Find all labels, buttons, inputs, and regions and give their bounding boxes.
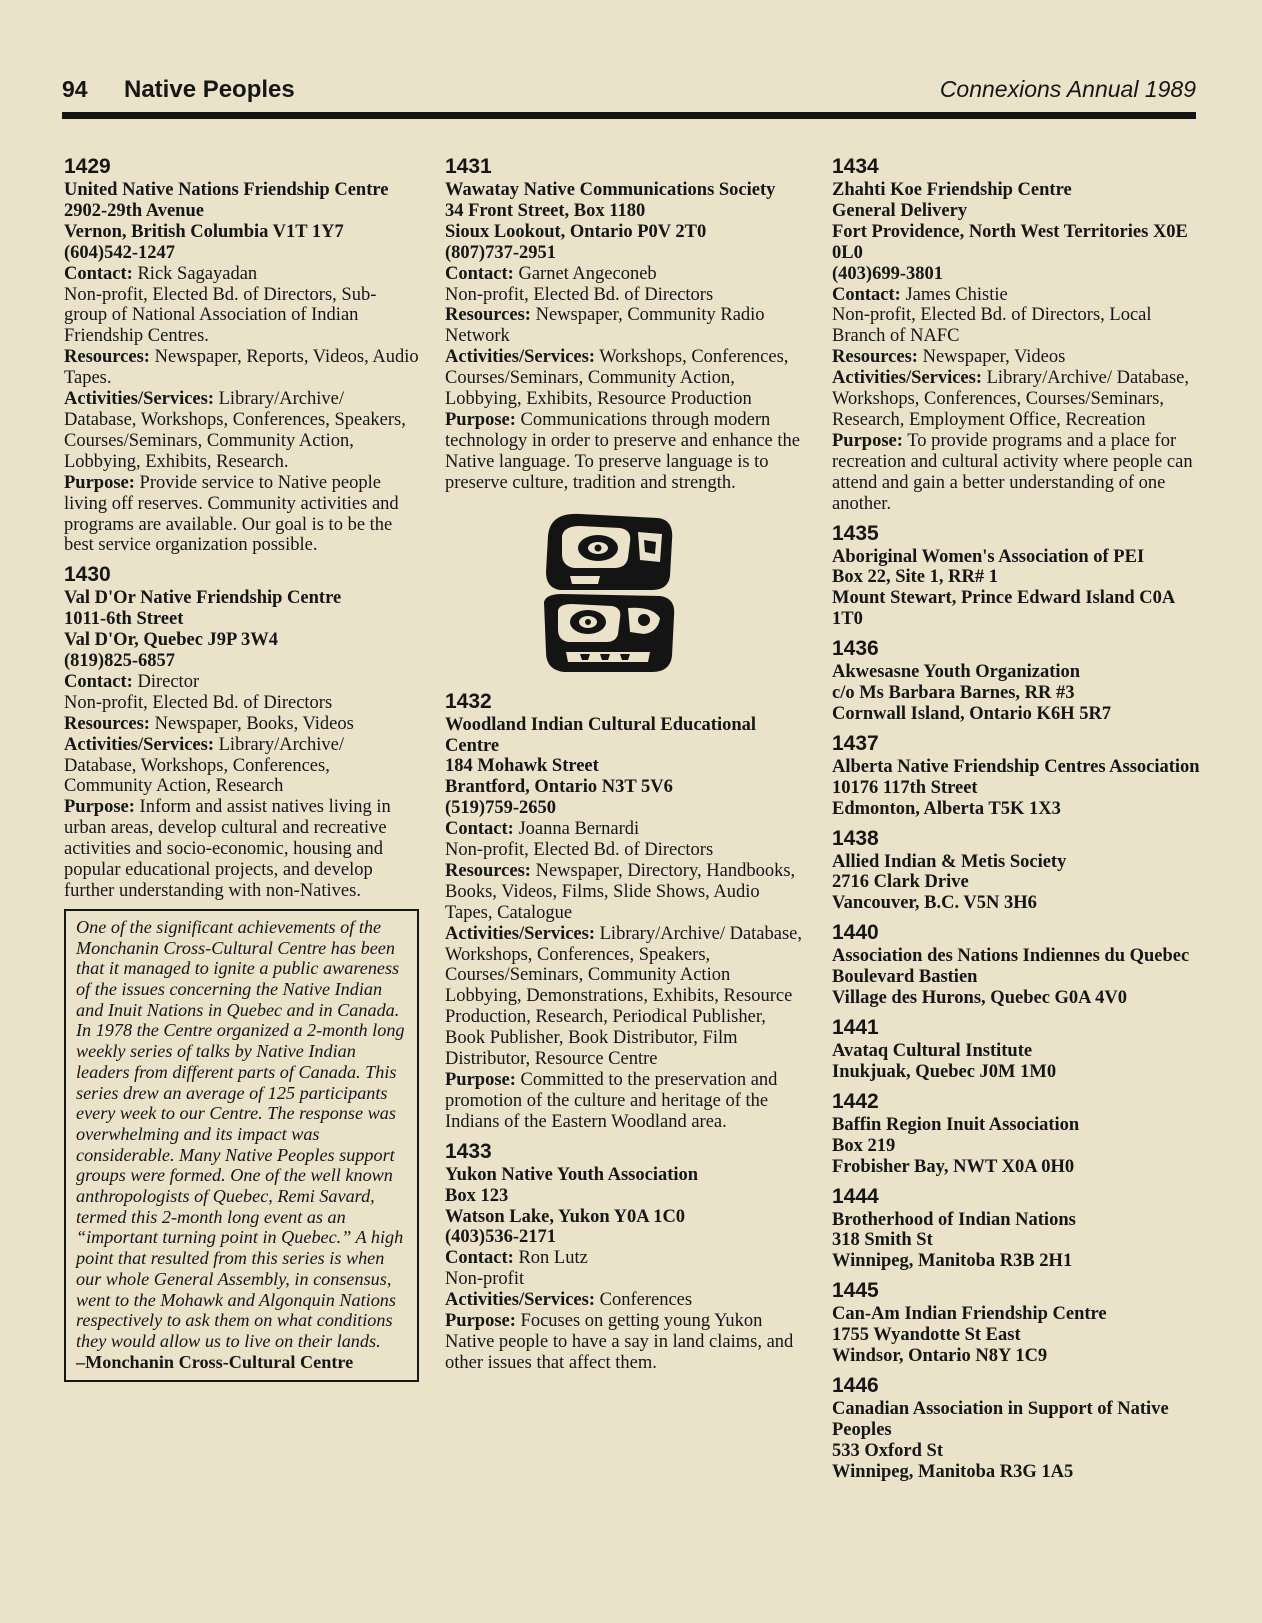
entry-number: 1435: [832, 521, 879, 545]
address-line: Vancouver, B.C. V5N 3H6: [832, 893, 1037, 914]
resources-label: Resources:: [64, 713, 150, 734]
organization-name: Zhahti Koe Friendship Centre: [832, 180, 1072, 200]
contact-value: Rick Sagayadan: [137, 263, 258, 284]
status-field: [445, 840, 807, 861]
address-line: (807)737-2951: [445, 242, 556, 263]
activities-label: Activities/Services:: [445, 1290, 595, 1311]
activities-label: Activities/Services:: [832, 368, 982, 389]
purpose-label: Purpose:: [445, 1311, 516, 1332]
organization-name: Avataq Cultural Institute: [832, 1041, 1033, 1061]
purpose-value: To provide programs and a place for recreation and cultural activity where people can attend and gain a better understanding of one another.: [832, 430, 1193, 514]
organization-name: United Native Nations Friendship Centre: [64, 180, 389, 200]
entry-number: 1442: [832, 1089, 879, 1113]
contact-value: Ron Lutz: [518, 1248, 588, 1269]
formline-art-emblem: [540, 506, 680, 676]
status-field: [445, 1269, 807, 1290]
resources-field: [445, 305, 807, 347]
status-value: Non-profit, Elected Bd. of Directors, Sub-group of National Association of Indian Friendship Centres.: [64, 284, 377, 347]
purpose-value: Communications through modern technology in order to preserve and enhance the Native language. To preserve language is to preserve culture, tradition and strength.: [445, 409, 800, 493]
address-line: 1011-6th Street: [64, 609, 184, 630]
quote-sidebar: [64, 909, 419, 1382]
resources-value: Newspaper, Books, Videos: [154, 713, 354, 734]
entry-number: 1433: [445, 1139, 492, 1163]
activities-field: [832, 368, 1202, 431]
address-line: Box 22, Site 1, RR# 1: [832, 567, 998, 588]
address-line: Boulevard Bastien: [832, 967, 978, 988]
purpose-field: [832, 431, 1202, 515]
resources-label: Resources:: [445, 860, 531, 881]
organization-name: Allied Indian & Metis Society: [832, 851, 1067, 872]
address-line: Inukjuak, Quebec J0M 1M0: [832, 1061, 1057, 1082]
status-value: Non-profit, Elected Bd. of Directors: [445, 840, 714, 861]
organization-name: Canadian Association in Support of Native Peoples: [832, 1398, 1169, 1440]
section-title: Native Peoples: [124, 76, 295, 103]
status-field: [445, 285, 807, 306]
address-line: 1755 Wyandotte St East: [832, 1325, 1021, 1346]
entry-number: 1434: [832, 155, 879, 178]
contact-label: Contact:: [64, 263, 133, 284]
resources-label: Resources:: [445, 305, 531, 326]
contact-value: Director: [137, 671, 200, 692]
purpose-field: [64, 797, 419, 902]
address-line: Vernon, British Columbia V1T 1Y7: [64, 221, 344, 242]
resources-label: Resources:: [64, 347, 150, 368]
entry-number: 1444: [832, 1184, 879, 1208]
directory-entry: [832, 1374, 1202, 1483]
purpose-value: Inform and assist natives living in urban areas, develop cultural and recreative activities and socio-economic, housing and popular educational projects, and develop further understanding with non-Natives.: [64, 797, 391, 901]
address-line: c/o Ms Barbara Barnes, RR #3: [832, 683, 1075, 704]
address-line: (403)536-2171: [445, 1227, 556, 1248]
status-value: Non-profit: [445, 1269, 525, 1290]
activities-value: Library/Archive/ Database, Workshops, Conferences, Courses/Seminars, Research, Employment Office, Recreation: [832, 368, 1190, 430]
address-line: Winnipeg, Manitoba R3B 2H1: [832, 1251, 1073, 1272]
activities-label: Activities/Services:: [64, 389, 214, 410]
contact-field: [445, 264, 807, 285]
contact-value: Joanna Bernardi: [518, 819, 640, 840]
contact-label: Contact:: [445, 819, 514, 840]
address-line: Fort Providence, North West Territories X0E 0L0: [832, 221, 1188, 263]
publication-title: Connexions Annual 1989: [939, 76, 1196, 102]
address-line: Mount Stewart, Prince Edward Island C0A 1T0: [832, 588, 1175, 630]
purpose-label: Purpose:: [832, 430, 903, 451]
purpose-field: [64, 473, 419, 557]
column-2: [445, 155, 807, 1381]
column-3: [832, 155, 1202, 1490]
entry-number: 1446: [832, 1373, 879, 1397]
purpose-value: Provide service to Native people living off reserves. Community activities and programs are available. Our goal is to be the best service organization possible.: [64, 472, 399, 556]
directory-entry: [832, 1090, 1202, 1178]
directory-entry: [445, 690, 807, 1133]
contact-label: Contact:: [445, 1248, 514, 1269]
contact-field: [445, 819, 807, 840]
organization-name: Val D'Or Native Friendship Centre: [64, 588, 342, 609]
organization-name: Brotherhood of Indian Nations: [832, 1209, 1076, 1230]
address-line: Box 123: [445, 1185, 509, 1206]
directory-entry: [445, 155, 807, 494]
purpose-field: [445, 1311, 807, 1374]
resources-value: Newspaper, Community Radio Network: [445, 305, 765, 347]
address-line: 533 Oxford St: [832, 1440, 943, 1461]
status-field: [64, 693, 419, 714]
entry-number: 1437: [832, 731, 879, 755]
organization-name: Alberta Native Friendship Centres Association: [832, 756, 1200, 777]
resources-field: [832, 347, 1202, 368]
sidebar-quote-text: One of the significant achievements of the Monchanin Cross-Cultural Centre has been that it managed to ignite a public awareness of the issues concerning the Native Indian and Inuit Nations in Quebec and in Canada. In 1978 the Centre organized a 2-month long weekly series of talks by Native Indian leaders from different parts of Canada. This series drew an average of 125 participants every week to our Centre. The response was overwhelming and its impact was considerable. Many Native Peoples support groups were formed. One of the well known anthropologists of Quebec, Remi Savard, termed this 2-month long event as an “important turning point in Quebec.” A high point that resulted from this series is when our whole General Assembly, in consensus, went to the Mohawk and Algonquin Nations respectively to ask them on what conditions they would allow us to live on their lands.: [76, 916, 405, 1351]
directory-entry: [64, 155, 419, 556]
activities-field: [445, 1290, 807, 1311]
column-1: [64, 155, 419, 1382]
organization-name: Yukon Native Youth Association: [445, 1164, 699, 1185]
activities-value: Library/Archive/ Database, Workshops, Conferences, Community Action, Research: [64, 734, 344, 797]
address-line: Cornwall Island, Ontario K6H 5R7: [832, 703, 1112, 724]
sidebar-source: –Monchanin Cross-Cultural Centre: [76, 1351, 354, 1372]
contact-label: Contact:: [445, 263, 514, 284]
directory-entry: [832, 827, 1202, 915]
organization-name: Akwesasne Youth Organization: [832, 662, 1081, 683]
activities-label: Activities/Services:: [445, 347, 595, 368]
organization-name: Woodland Indian Cultural Educational Centre: [445, 714, 757, 756]
address-line: (403)699-3801: [832, 263, 943, 284]
address-line: Sioux Lookout, Ontario P0V 2T0: [445, 221, 707, 242]
contact-field: [832, 285, 1202, 306]
page-header: [62, 76, 1196, 106]
address-line: General Delivery: [832, 200, 968, 221]
directory-entry: [832, 1185, 1202, 1273]
entry-number: 1441: [832, 1016, 879, 1039]
address-line: 318 Smith St: [832, 1230, 933, 1251]
activities-value: Workshops, Conferences, Courses/Seminars, Community Action, Lobbying, Exhibits, Resource Production: [445, 347, 789, 410]
purpose-field: [445, 1070, 807, 1133]
directory-entry: [832, 522, 1202, 631]
address-line: 2902-29th Avenue: [64, 200, 204, 221]
directory-entry: [832, 1279, 1202, 1367]
resources-field: [64, 714, 419, 735]
status-value: Non-profit, Elected Bd. of Directors: [445, 284, 714, 305]
address-line: 34 Front Street, Box 1180: [445, 200, 646, 221]
address-line: 10176 117th Street: [832, 777, 978, 798]
organization-name: Association des Nations Indiennes du Quebec: [832, 946, 1190, 967]
address-line: Box 219: [832, 1135, 896, 1156]
activities-value: Library/Archive/ Database, Workshops, Conferences, Speakers, Courses/Seminars, Community Action, Lobbying, Exhibits, Research.: [64, 389, 406, 472]
activities-field: [445, 924, 807, 1070]
contact-field: [445, 1248, 807, 1269]
address-line: Val D'Or, Quebec J9P 3W4: [64, 630, 278, 651]
contact-value: James Chistie: [905, 284, 1008, 305]
contact-label: Contact:: [832, 284, 901, 305]
activities-value: Conferences: [599, 1290, 693, 1311]
directory-entry: [832, 637, 1202, 725]
purpose-value: Focuses on getting young Yukon Native people to have a say in land claims, and other issues that affect them.: [445, 1311, 794, 1373]
address-line: Watson Lake, Yukon Y0A 1C0: [445, 1206, 686, 1227]
address-line: Winnipeg, Manitoba R3G 1A5: [832, 1461, 1074, 1482]
page-number: 94: [62, 76, 88, 102]
activities-field: [445, 347, 807, 410]
status-field: [832, 305, 1202, 347]
resources-field: [445, 861, 807, 924]
contact-field: [64, 264, 419, 285]
address-line: Edmonton, Alberta T5K 1X3: [832, 798, 1061, 819]
directory-entry: [832, 732, 1202, 820]
activities-field: [64, 735, 419, 798]
status-value: Non-profit, Elected Bd. of Directors: [64, 692, 333, 713]
directory-entry: [445, 1140, 807, 1374]
purpose-value: Committed to the preservation and promotion of the culture and heritage of the Indians of the Eastern Woodland area.: [445, 1070, 778, 1132]
entry-number: 1432: [445, 689, 492, 713]
directory-entry: [832, 1016, 1202, 1083]
header-rule: [62, 112, 1196, 119]
address-line: 184 Mohawk Street: [445, 756, 599, 777]
address-line: Frobisher Bay, NWT X0A 0H0: [832, 1156, 1075, 1177]
contact-value: Garnet Angeconeb: [518, 263, 657, 284]
status-field: [64, 285, 419, 348]
entry-number: 1436: [832, 637, 879, 661]
organization-name: Aboriginal Women's Association of PEI: [832, 546, 1145, 567]
address-line: Village des Hurons, Quebec G0A 4V0: [832, 988, 1127, 1009]
resources-value: Newspaper, Reports, Videos, Audio Tapes.: [64, 347, 419, 389]
entry-number: 1429: [64, 155, 111, 178]
activities-label: Activities/Services:: [445, 923, 595, 944]
address-line: (604)542-1247: [64, 242, 175, 263]
entry-number: 1445: [832, 1279, 879, 1303]
resources-value: Newspaper, Videos: [922, 347, 1066, 368]
entry-number: 1438: [832, 826, 879, 850]
purpose-label: Purpose:: [64, 797, 135, 818]
contact-label: Contact:: [64, 671, 133, 692]
resources-label: Resources:: [832, 347, 918, 368]
organization-name: Wawatay Native Communications Society: [445, 180, 776, 200]
entry-number: 1431: [445, 155, 492, 178]
activities-label: Activities/Services:: [64, 734, 214, 755]
status-value: Non-profit, Elected Bd. of Directors, Local Branch of NAFC: [832, 305, 1152, 347]
organization-name: Baffin Region Inuit Association: [832, 1114, 1080, 1135]
resources-field: [64, 347, 419, 389]
activities-field: [64, 389, 419, 473]
purpose-label: Purpose:: [445, 409, 516, 430]
address-line: Windsor, Ontario N8Y 1C9: [832, 1346, 1048, 1367]
contact-field: [64, 672, 419, 693]
resources-value: Newspaper, Directory, Handbooks, Books, Videos, Films, Slide Shows, Audio Tapes, Catalogue: [445, 860, 796, 923]
purpose-field: [445, 410, 807, 494]
entry-number: 1440: [832, 921, 879, 945]
entry-number: 1430: [64, 563, 111, 587]
address-line: Brantford, Ontario N3T 5V6: [445, 777, 673, 798]
address-line: (819)825-6857: [64, 651, 175, 672]
purpose-label: Purpose:: [445, 1070, 516, 1090]
purpose-label: Purpose:: [64, 472, 135, 493]
directory-entry: [64, 563, 419, 902]
address-line: (519)759-2650: [445, 798, 556, 819]
organization-name: Can-Am Indian Friendship Centre: [832, 1304, 1107, 1325]
activities-value: Library/Archive/ Database, Workshops, Conferences, Speakers, Courses/Seminars, Community Action Lobbying, Demonstrations, Exhibits, Resource Production, Research, Periodical Publisher, Book Publisher, Book Distributor, Film Distributor, Resource Centre: [445, 923, 803, 1070]
directory-entry: [832, 155, 1202, 515]
address-line: 2716 Clark Drive: [832, 872, 969, 893]
directory-entry: [832, 921, 1202, 1009]
